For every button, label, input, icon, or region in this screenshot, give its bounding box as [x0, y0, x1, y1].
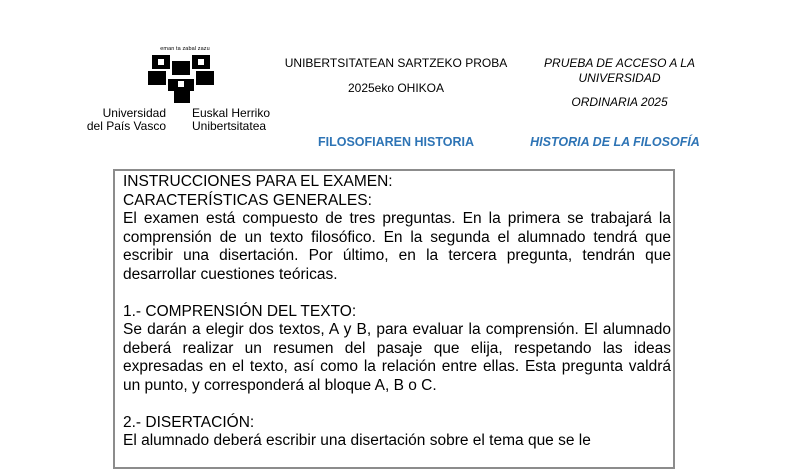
section2-text: El alumnado deberá escribir una disertación sobre el tema que se le: [123, 432, 591, 449]
general-heading: CARACTERÍSTICAS GENERALES:: [123, 191, 372, 209]
exam-header-eu: [280, 56, 512, 95]
general-text: El examen está compuesto de tres preguntas. En la primera se trabajará la comprensión de un texto filosófico. En la segunda el alumnado tendrá que escribir una disertación. Por último, en la tercera pregunta, tendrán que desarrollar cuestiones teóricas.: [123, 210, 671, 283]
section1-heading: 1.- COMPRENSIÓN DEL TEXTO:: [123, 302, 357, 320]
logo-name-es-line2: del País Vasco: [86, 118, 166, 133]
logo-name-eu-line2: Unibertsitatea: [192, 118, 267, 133]
paragraph-gap: [123, 395, 671, 414]
subject-title-eu: FILOSOFIAREN HISTORIA: [317, 135, 475, 149]
exam-title-es-line1: PRUEBA DE ACCESO A LA: [544, 56, 695, 70]
instructions-content: [123, 173, 671, 451]
paragraph-gap: [123, 284, 671, 303]
section2-heading: 2.- DISERTACIÓN:: [123, 413, 255, 431]
section1-text: Se darán a elegir dos textos, A y B, para evaluar la comprensión. El alumnado deberá realizar un resumen del pasaje que elija, respetando las ideas expresadas en el texto, así como la relación entre ellas. Esta pregunta valdrá un punto, y corresponderá al bloque A, B o C.: [123, 321, 671, 394]
exam-session-eu: 2025eko OHIKOA: [347, 81, 445, 95]
university-emblem-icon: [148, 55, 216, 103]
exam-header-es: [527, 56, 712, 110]
logo-name-es: [80, 107, 166, 132]
subject-title-es: HISTORIA DE LA FILOSOFÍA: [530, 135, 700, 149]
logo-motto: eman ta zabal zazu: [160, 46, 210, 52]
university-logo: [80, 44, 285, 134]
logo-name-eu: [192, 107, 270, 132]
instructions-box: [113, 169, 675, 469]
logo-name-es-line1: Universidad: [102, 106, 166, 120]
exam-title-eu: UNIBERTSITATEAN SARTZEKO PROBA: [284, 56, 508, 70]
instructions-title: INSTRUCCIONES PARA EL EXAMEN:: [123, 173, 393, 190]
exam-title-es-line2: UNIVERSIDAD: [578, 71, 661, 85]
logo-name-eu-line1: Euskal Herriko: [192, 106, 271, 120]
exam-session-es: ORDINARIA 2025: [571, 95, 668, 109]
